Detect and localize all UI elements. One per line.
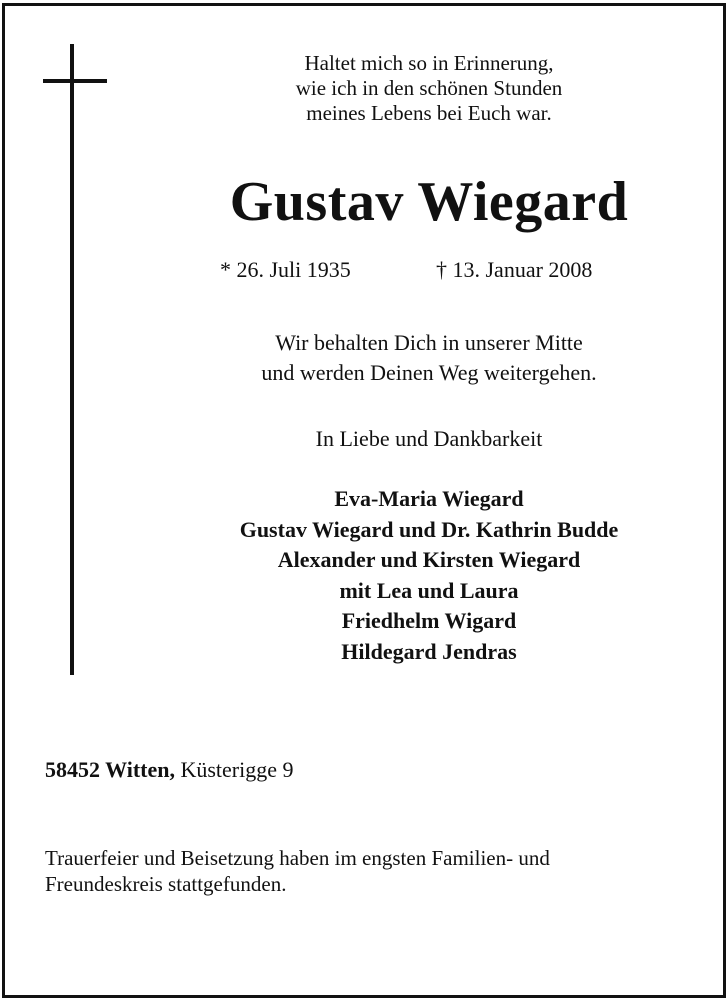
mourner-name: mit Lea und Laura	[339, 577, 519, 603]
thanks-line: In Liebe und Dankbarkeit	[315, 426, 543, 451]
mourners-list	[130, 484, 728, 667]
motto-line: meines Lebens bei Euch war.	[306, 101, 552, 125]
phrase-line: Wir behalten Dich in unserer Mitte	[275, 330, 583, 355]
mourner-name: Friedhelm Wigard	[341, 608, 517, 633]
mourner-name: Gustav Wiegard und Dr. Kathrin Budde	[239, 516, 619, 542]
mourner-name: Hildegard Jendras	[341, 638, 517, 664]
deceased-name: Gustav Wiegard	[229, 171, 629, 233]
motto-verse	[130, 51, 728, 126]
notice-line: Freundeskreis stattgefunden.	[45, 872, 287, 896]
motto-line: Haltet mich so in Erinnerung,	[304, 51, 554, 75]
funeral-notice	[45, 845, 705, 897]
birth-date: * 26. Juli 1935	[220, 257, 351, 282]
death-date: † 13. Januar 2008	[436, 257, 593, 282]
address-street: Küsterigge 9	[174, 757, 294, 782]
address	[45, 756, 294, 784]
farewell-phrase	[130, 328, 728, 388]
cross-icon-bar	[43, 79, 107, 83]
cross-icon	[70, 44, 74, 675]
motto-line: wie ich in den schönen Stunden	[295, 76, 563, 100]
mourner-name: Alexander und Kirsten Wiegard	[277, 547, 581, 572]
phrase-line: und werden Deinen Weg weitergehen.	[261, 360, 597, 385]
address-city: 58452 Witten,	[45, 757, 175, 782]
notice-line: Trauerfeier und Beisetzung haben im engsten Familien- und	[45, 846, 550, 870]
mourner-name: Eva-Maria Wiegard	[334, 486, 524, 511]
